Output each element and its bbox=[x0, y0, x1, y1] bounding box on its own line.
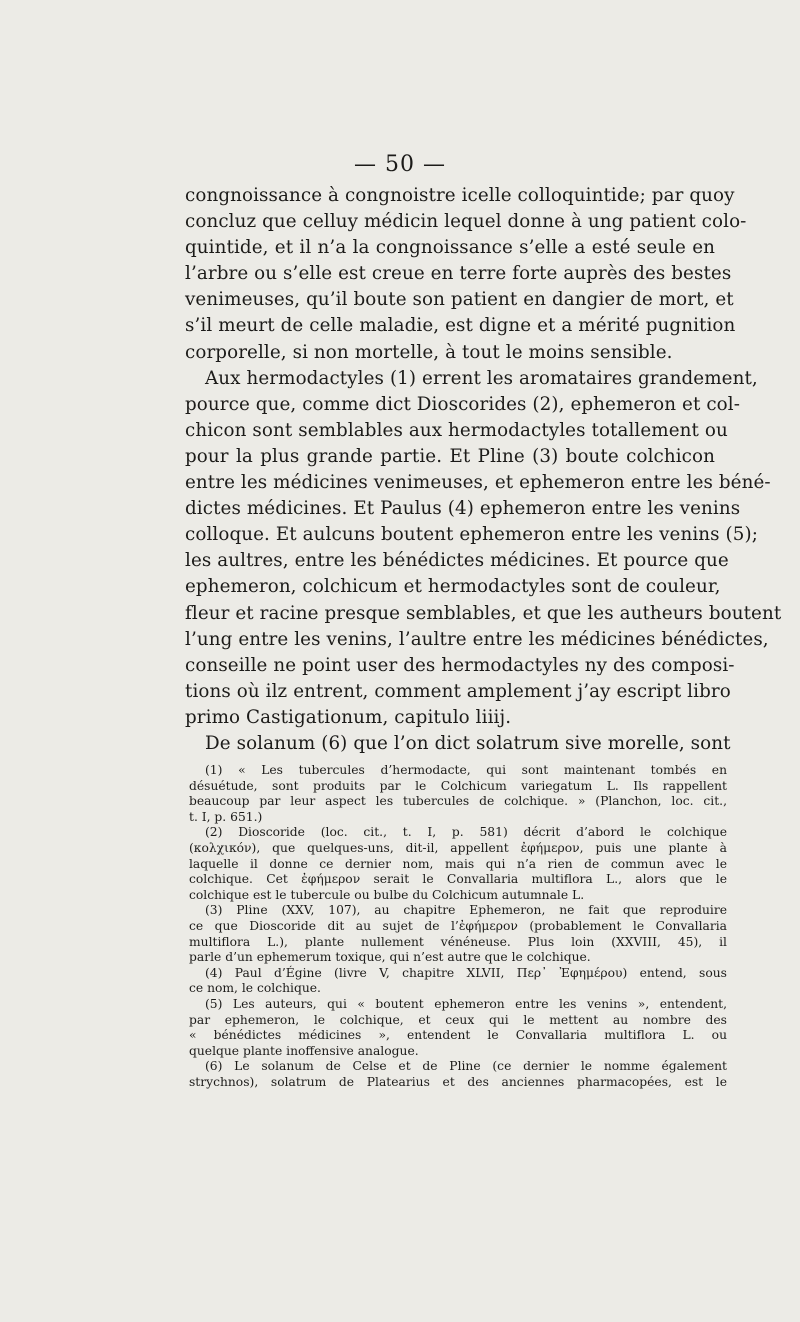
text-line: pour la plus grande partie. Et Pline (3) boute colchicon bbox=[185, 445, 715, 467]
footnote-line: quelque plante inoffensive analogue. bbox=[189, 1043, 419, 1058]
footnote-line: (κολχικόν), que quelques-uns, dit-il, appellent ἐφήμερον, puis une plante à bbox=[189, 840, 727, 855]
footnote-line: (4) Paul d’Égine (livre V, chapitre XLVII, Περ᾽ Ἐφημέρου) entend, sous bbox=[205, 965, 727, 980]
text-line: congnoissance à congnoistre icelle colloquintide; par quoy bbox=[185, 185, 735, 206]
text-line: conseille ne point user des hermodactyles ny des composi- bbox=[185, 654, 735, 676]
text-line: l’arbre ou s’elle est creue en terre forte auprès des bestes bbox=[185, 263, 732, 285]
text-line: pource que, comme dict Dioscorides (2), ephemeron et col- bbox=[185, 393, 740, 415]
footnote-line: (2) Dioscoride (loc. cit., t. I, p. 581) décrit d’abord le colchique bbox=[205, 825, 727, 840]
footnote-line: laquelle il donne ce dernier nom, mais qui n’a rien de commun avec le bbox=[189, 856, 727, 871]
footnote-line: (5) Les auteurs, qui « boutent ephemeron entre les venins », entendent, bbox=[205, 996, 727, 1011]
text-line: De solanum (6) que l’on dict solatrum sive morelle, sont bbox=[205, 732, 731, 754]
text-line: les aultres, entre les bénédictes médicines. Et pource que bbox=[185, 550, 729, 572]
text-line: concluz que celluy médicin lequel donne à ung patient colo- bbox=[185, 211, 747, 233]
text-line: quintide, et il n’a la congnoissance s’elle a esté seule en bbox=[185, 237, 715, 259]
footnote-line: ce que Dioscoride dit au sujet de l’ἐφήμερον (probablement le Convallaria bbox=[189, 918, 727, 933]
text-line: entre les médicines venimeuses, et ephemeron entre les béné- bbox=[185, 472, 771, 494]
text-line: venimeuses, qu’il boute son patient en dangier de mort, et bbox=[185, 289, 734, 311]
footnote-line: « bénédictes médicines », entendent le Convallaria multiflora L. ou bbox=[189, 1028, 727, 1043]
footnote-line: par ephemeron, le colchique, et ceux qui le mettent au nombre des bbox=[189, 1012, 727, 1027]
text-line: l’ung entre les venins, l’aultre entre les médicines bénédictes, bbox=[185, 628, 769, 650]
text-line: colloque. Et aulcuns boutent ephemeron entre les venins (5); bbox=[185, 524, 758, 546]
footnote-line: (3) Pline (XXV, 107), au chapitre Ephemeron, ne fait que reproduire bbox=[205, 903, 727, 918]
text-line: fleur et racine presque semblables, et que les autheurs boutent bbox=[185, 602, 782, 624]
text-line: dictes médicines. Et Paulus (4) ephemeron entre les venins bbox=[185, 498, 741, 520]
footnote-line: désuétude, sont produits par le Colchicum variegatum L. Ils rappellent bbox=[189, 778, 727, 793]
text-line: corporelle, si non mortelle, à tout le moins sensible. bbox=[185, 341, 673, 363]
footnotes bbox=[189, 763, 727, 1090]
footnote-line: colchique est le tubercule ou bulbe du Colchicum autumnale L. bbox=[189, 887, 585, 902]
text-line: chicon sont semblables aux hermodactyles totallement ou bbox=[185, 419, 728, 441]
footnote-line: parle d’un ephemerum toxique, qui n’est autre que le colchique. bbox=[189, 950, 591, 965]
main-text bbox=[185, 183, 782, 757]
text-line: s’il meurt de celle maladie, est digne et a mérité pugnition bbox=[185, 315, 736, 337]
footnote-line: colchique. Cet ἐφήμερον serait le Convallaria multiflora L., alors que le bbox=[189, 872, 727, 887]
footnote-line: beaucoup par leur aspect les tubercules de colchique. » (Planchon, loc. cit., bbox=[189, 794, 727, 809]
footnote-line: (1) « Les tubercules d’hermodacte, qui sont maintenant tombés en bbox=[205, 763, 727, 777]
text-line: tions où ilz entrent, comment amplement j’ay escript libro bbox=[185, 680, 731, 702]
page-number: — 50 — bbox=[354, 152, 446, 177]
footnote-line: strychnos), solatrum de Platearius et des anciennes pharmacopées, est le bbox=[189, 1074, 727, 1089]
footnote-line: multiflora L.), plante nullement vénéneuse. Plus loin (XXVIII, 45), il bbox=[189, 934, 727, 949]
footnote-line: ce nom, le colchique. bbox=[189, 981, 321, 996]
text-line: ephemeron, colchicum et hermodactyles sont de couleur, bbox=[185, 576, 721, 598]
text-line: primo Castigationum, capitulo liiij. bbox=[185, 706, 512, 728]
text-line: Aux hermodactyles (1) errent les aromataires grandement, bbox=[205, 367, 758, 389]
footnote-line: t. I, p. 651.) bbox=[189, 809, 263, 824]
footnote-line: (6) Le solanum de Celse et de Pline (ce dernier le nomme également bbox=[205, 1059, 727, 1074]
